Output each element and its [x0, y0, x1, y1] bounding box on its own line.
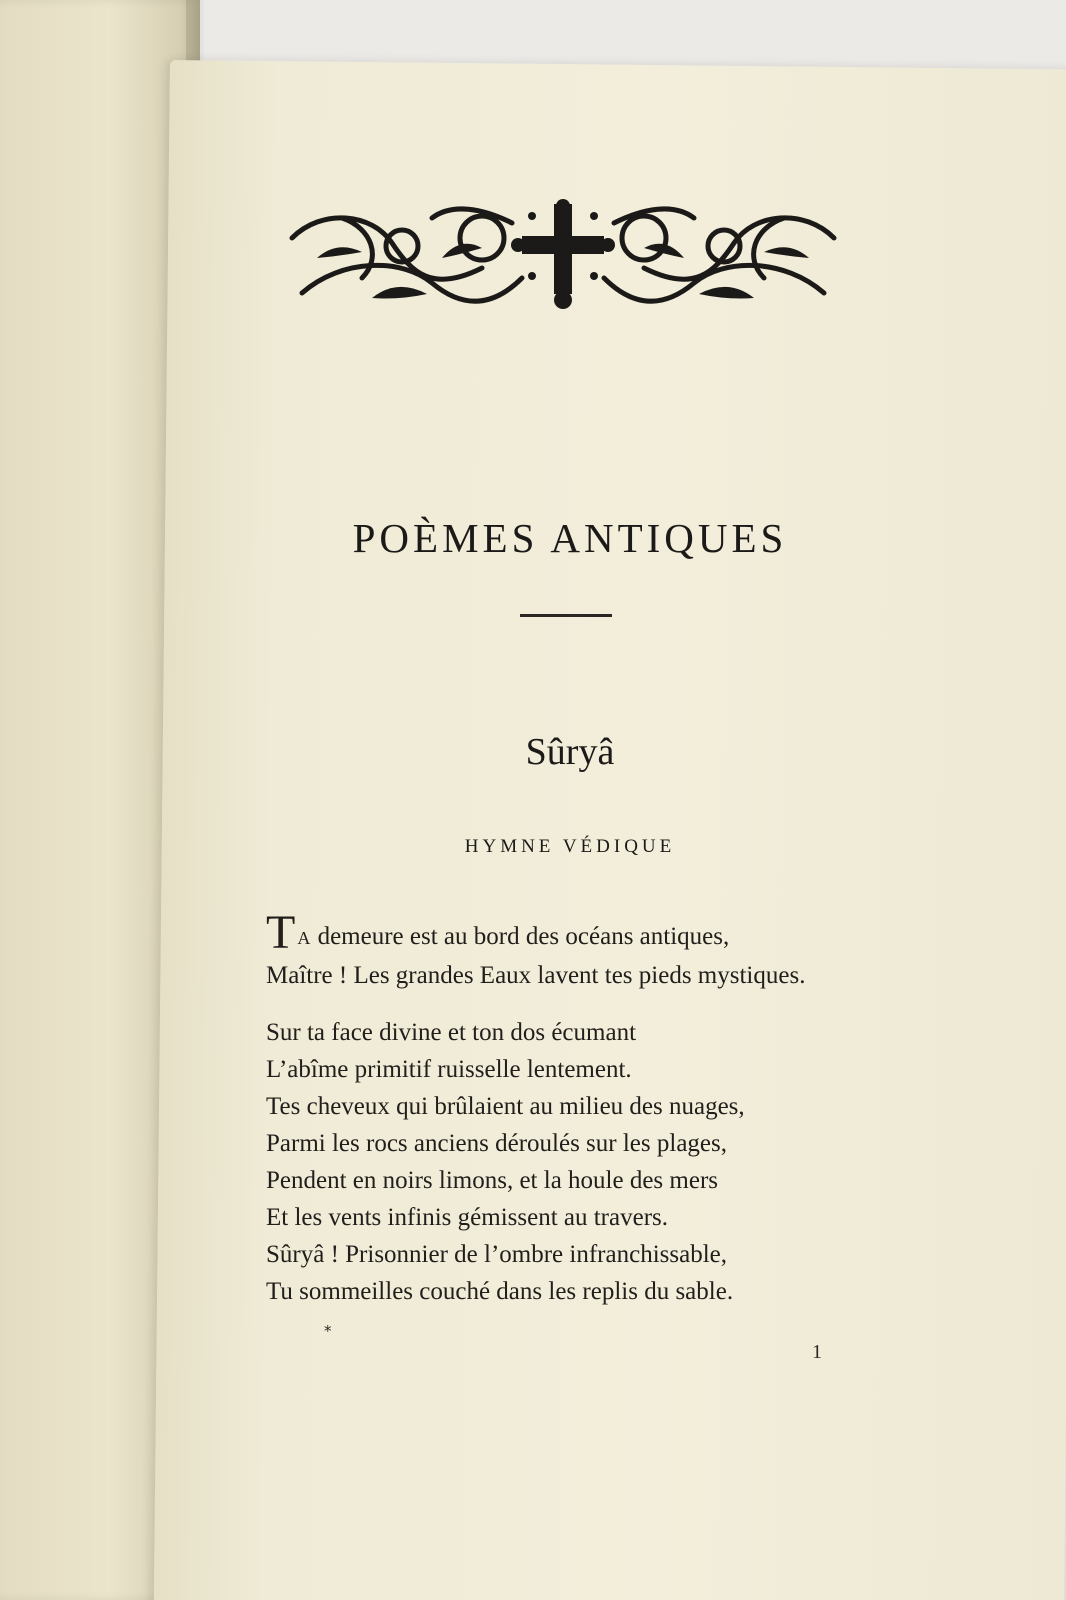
page-number: 1	[812, 1341, 822, 1363]
poem-line: Et les vents infinis gémissent au travers.	[266, 1204, 669, 1231]
section-title: POÈMES ANTIQUES	[352, 515, 788, 561]
poem-line: L’abîme primitif ruisselle lentement.	[266, 1056, 632, 1083]
poem-subtitle: HYMNE VÉDIQUE	[464, 836, 676, 857]
signature-mark: *	[324, 1322, 332, 1340]
poem-line: Tu sommeilles couché dans les replis du sable.	[266, 1278, 734, 1305]
title-rule	[520, 614, 612, 617]
stanza-2	[266, 1014, 745, 1310]
first-line-text: demeure est au bord des océans antiques,	[311, 923, 730, 950]
poem-line: Maître ! Les grandes Eaux lavent tes pieds mystiques.	[266, 962, 806, 989]
poem-line: Sur ta face divine et ton dos écumant	[266, 1019, 637, 1046]
poem-line: Tes cheveux qui brûlaient au milieu des nuages,	[266, 1093, 745, 1120]
poem-line	[266, 906, 805, 959]
poem-line: Parmi les rocs anciens déroulés sur les plages,	[266, 1130, 727, 1157]
floral-headpiece-icon	[282, 198, 844, 320]
poem-line: Pendent en noirs limons, et la houle des mers	[266, 1167, 719, 1194]
stanza-1	[266, 906, 806, 994]
small-cap: A	[297, 928, 312, 948]
poem-title: Sûryâ	[525, 731, 615, 773]
drop-cap: T	[266, 906, 296, 959]
poem-line: Sûryâ ! Prisonnier de l’ombre infranchissable,	[266, 1241, 727, 1268]
